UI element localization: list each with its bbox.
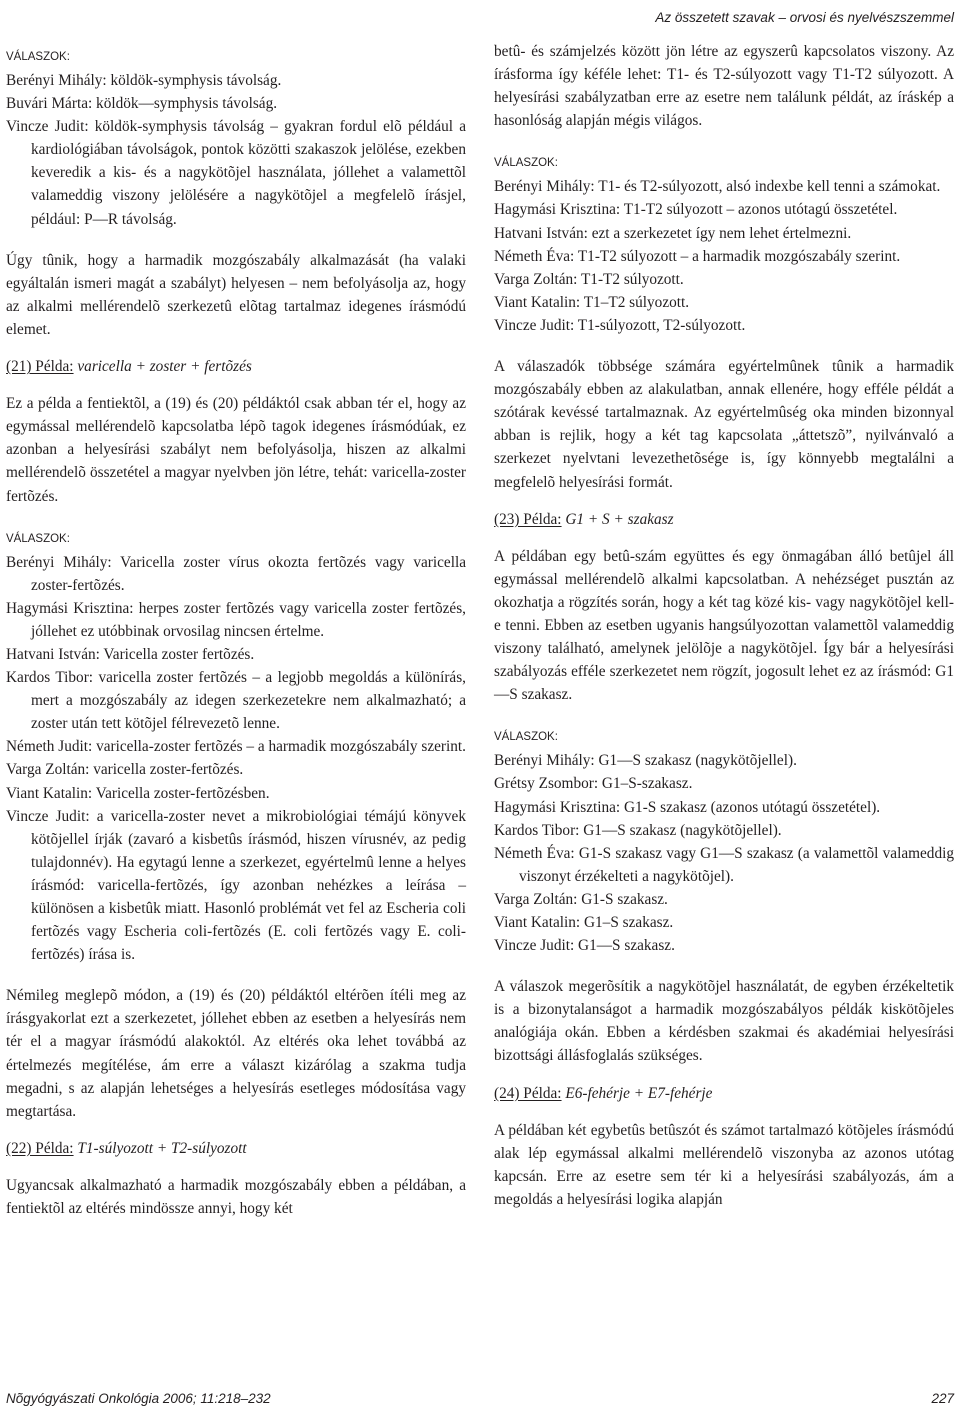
answers-label: VÁLASZOK:	[6, 532, 70, 545]
answer-item: Vincze Judit: a varicella-zoster nevet a mikrobiológiai témájú könyvek kötõjellel írják (zavaró a kisbetûs írásmód, hiszen vírusnév, az pedig tulajdonnév). Ha egytagú lenne a szerkezet, egyértelmû lenne a helyes írásmód: varicella-fertõzés, így azonban nehézkes a leírása – különösen a kisbetûk miatt. Hasonló problémát vet fel az Escheria coli fertõzés vagy Escheria coli-fertõzés (E. coli fertõzés vagy E. coli-fertõzés) írása is.	[6, 807, 466, 964]
left-column	[6, 40, 466, 1220]
answer-item: Berényi Mihály: Varicella zoster vírus okozta fertõzés vagy varicella zoster-fertõzés.	[6, 553, 466, 594]
answer-item: Viant Katalin: Varicella zoster-fertõzésben.	[6, 784, 270, 802]
example-text: G1 + S + szakasz	[565, 510, 674, 528]
paragraph: Ugyancsak alkalmazható a harmadik mozgószabály ebben a példában, a fentiektõl az eltérés mindössze annyi, hogy két	[6, 1176, 466, 1218]
example-22	[6, 1137, 466, 1160]
answer-item: Vincze Judit: G1—S szakasz.	[494, 937, 675, 955]
answers-label: VÁLASZOK:	[6, 51, 70, 63]
paragraph: A válaszok megerõsítik a nagykötõjel használatát, de egyben érzékeltetik is a bizonytalanságot a harmadik mozgószabályos példák kiskötõjeles analógiája okán. Ebben a kérdésben szakmai és akadémiai helyesírási bizottsági állásfoglalás szükséges.	[494, 978, 954, 1065]
example-text: T1-súlyozott + T2-súlyozott	[77, 1139, 247, 1157]
answers-label: VÁLASZOK:	[494, 731, 558, 744]
answer-item: Vincze Judit: köldök-symphysis távolság – gyakran fordul elõ például a kardiológiában távolságok, pontok közötti szakaszok jelölése, ezekben keveredik a kis- és a nagykötõjel használata, jóllehet a valamettõl valameddig viszony jelölésére a nagykötõjel a megfelelõ írásjel, például: P—R távolság.	[6, 118, 466, 228]
answer-item: Kardos Tibor: G1—S szakasz (nagykötõjellel).	[494, 821, 782, 839]
paragraph: A példában egy betû-szám együttes és egy önmagában álló betûjel áll egymással mellérendelõ alkalmi kapcsolatban. A nehézséget pusztán az okozhatja a rögzítés során, hogy a két tag közé kis- vagy nagykötõjel kell-e tenni. Ebben az esetben ugyanis hangsúlyozottan valamettõl valameddig viszony található, amelynek jelölõje a nagykötõjel. Így bár a helyesírási szabályozás efféle szerkezetet nem rögzít, jogosult lehet ez az írásmód: G1—S szakasz.	[494, 547, 954, 704]
paragraph: Úgy tûnik, hogy a harmadik mozgószabály alkalmazását (ha valaki egyáltalán ismeri magát a szabályt) helyesen – nem befolyásolja az, hogy az alkalmi mellérendelõ szerkezetû elõtag tartalmaz idegenes írásmódú elemet.	[6, 251, 466, 338]
answer-item: Berényi Mihály: köldök-symphysis távolság.	[6, 72, 282, 89]
example-24	[494, 1082, 954, 1105]
answer-item: Németh Judit: varicella-zoster fertõzés – a harmadik mozgószabály szerint.	[6, 738, 466, 756]
answer-item: Varga Zoltán: T1-T2 súlyozott.	[494, 270, 684, 288]
example-text: E6-fehérje + E7-fehérje	[565, 1084, 713, 1102]
answer-item: Hagymási Krisztina: G1-S szakasz (azonos utótagú összetétel).	[494, 798, 881, 816]
answer-item: Hagymási Krisztina: herpes zoster fertõzés vagy varicella zoster fertõzés, jóllehet ez utóbbinak orvosilag nincsen értelme.	[6, 599, 466, 640]
answers-label: VÁLASZOK:	[494, 157, 558, 170]
paragraph: A példában két egybetûs betûszót és számot tartalmazó kötõjeles írásmódú alak lép egymással alkalmi mellérendelõ viszonyba az azonos utótag kapcsán. Erre az esetre sem tér ki a helyesírási szabályozás, ám a megoldás a helyesírási logika alapján	[494, 1121, 954, 1208]
running-header: Az összetett szavak – orvosi és nyelvészszemmel	[655, 10, 954, 25]
answer-item: Hatvani István: Varicella zoster fertõzés.	[6, 645, 255, 663]
example-23	[494, 508, 954, 531]
answer-item: Viant Katalin: G1–S szakasz.	[494, 914, 674, 931]
answer-item: Berényi Mihály: G1—S szakasz (nagykötõjellel).	[494, 752, 797, 770]
answer-item: Varga Zoltán: varicella zoster-fertõzés.	[6, 761, 244, 779]
example-label: (23) Példa:	[494, 510, 562, 528]
right-column	[494, 40, 954, 1211]
answer-item: Viant Katalin: T1–T2 súlyozott.	[494, 293, 690, 311]
answer-item: Kardos Tibor: varicella zoster fertõzés – a legjobb megoldás a különírás, mert a mozgószabály az idegen szerkezetekre nem alkalmazható; a zoster után tett kötõjel félrevezetõ lenne.	[6, 669, 466, 733]
example-label: (24) Példa:	[494, 1084, 562, 1102]
answer-item: Berényi Mihály: T1- és T2-súlyozott, alsó indexbe kell tenni a számokat.	[494, 178, 941, 196]
footer-journal: Nõgyógyászati Onkológia 2006; 11:218–232	[6, 1391, 271, 1406]
paragraph: Némileg meglepõ módon, a (19) és (20) példáktól eltérõen ítéli meg az írásgyakorlat ezt a szerkezetet, jóllehet ebben az esetben a helyesírás nem tér el a magyar írásmódú alakoktól. Az eltérés oka lehet továbbá az értelmezés megítélése, ám erre a választ kizárólag a szakma tudja megadni, s az alapján lehetséges a helyesírás esetleges módosítása vagy megtartása.	[6, 987, 466, 1120]
paragraph: betû- és számjelzés között jön létre az egyszerû kapcsolatos viszony. Az írásforma így kéféle lehet: T1- és T2-súlyozott vagy T1-T2 súlyozott. A helyesírási szabályzatban erre az esetre nem találunk példát, az íráskép a hasonlóság alapján mégis világos.	[494, 43, 954, 130]
example-label: (21) Példa:	[6, 358, 74, 376]
answer-item: Varga Zoltán: G1-S szakasz.	[494, 890, 668, 908]
page-number: 227	[931, 1391, 954, 1406]
answer-item: Grétsy Zsombor: G1–S-szakasz.	[494, 775, 693, 793]
example-label: (22) Példa:	[6, 1139, 74, 1157]
example-21	[6, 355, 466, 378]
paragraph: Ez a példa a fentiektõl, a (19) és (20) példáktól csak abban tér el, hogy az egymással mellérendelõ kapcsolatba lépõ tagok idegenes írásmódúak, ez azonban a helyesírási szabályt nem befolyásolja, hiszen az alkalmi mellérendelõ összetétel a magyar nyelvben jön létre, tehát: varicella-zoster fertõzés.	[6, 395, 466, 505]
answer-item: Vincze Judit: T1-súlyozott, T2-súlyozott.	[494, 316, 746, 334]
example-text: varicella + zoster + fertõzés	[77, 358, 252, 376]
answer-item: Németh Éva: T1-T2 súlyozott – a harmadik mozgószabály szerint.	[494, 247, 901, 265]
answer-item: Buvári Márta: köldök—symphysis távolság.	[6, 95, 278, 113]
answer-item: Hatvani István: ezt a szerkezetet így nem lehet értelmezni.	[494, 224, 852, 242]
answer-item: Hagymási Krisztina: T1-T2 súlyozott – azonos utótagú összetétel.	[494, 201, 898, 219]
answer-item: Németh Éva: G1-S szakasz vagy G1—S szakasz (a valamettõl valameddig viszonyt érzékelteti a nagykötõjel).	[494, 844, 954, 885]
paragraph: A válaszadók többsége számára egyértelmûnek tûnik a harmadik mozgószabály ebben az alakulatban, annak ellenére, hogy efféle példát a szótárak kevéssé tartalmaznak. Az egyértelmûség oka minden bizonnyal abban is rejlik, hogy a két tag kapcsolata „áttetszõ”, nyilvánvaló a szerkezet nyelvtani levezethetõsége is, így könnyebb megtalálni a megfelelõ helyesírási formát.	[494, 358, 954, 491]
